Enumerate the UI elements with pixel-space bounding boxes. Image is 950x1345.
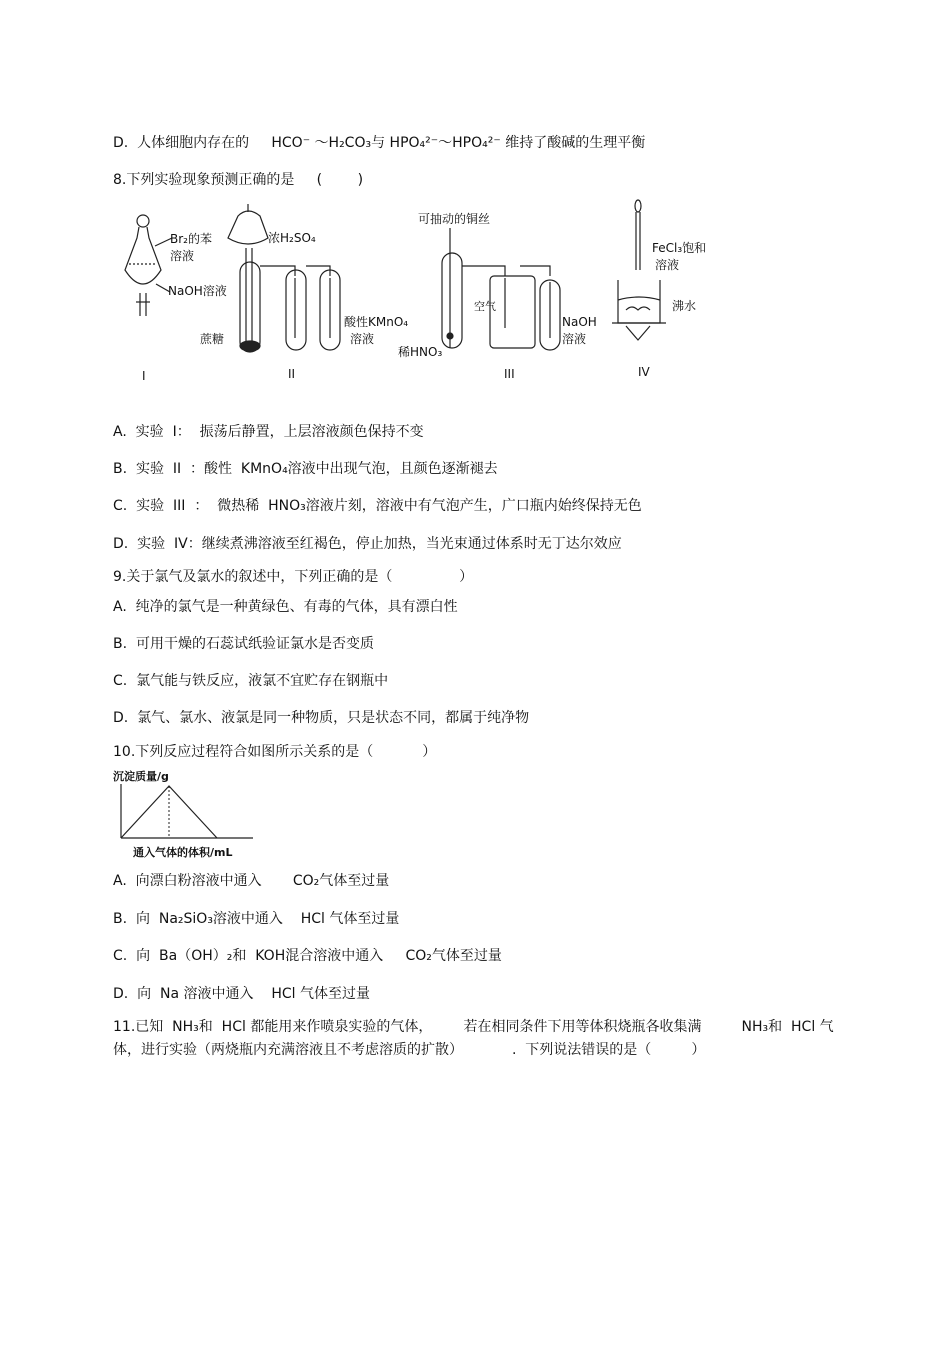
q8-option-a: A. 实验 I： 振荡后静置，上层溶液颜色保持不变 xyxy=(113,424,424,440)
q9-option-c: C. 氯气能与铁反应，液氯不宜贮存在钢瓶中 xyxy=(113,673,389,689)
q10-stem: 10.下列反应过程符合如图所示关系的是（ ） xyxy=(113,744,437,760)
apparatus-ii xyxy=(228,204,340,352)
label-br2: Br₂的苯 xyxy=(170,232,212,246)
chart-ylabel: 沉淀质量/g xyxy=(113,770,169,783)
q8-apparatus-figure xyxy=(120,198,740,388)
label-br2-b: 溶液 xyxy=(170,249,195,263)
q10-chart xyxy=(113,768,273,860)
chart-xlabel: 通入气体的体积/mL xyxy=(133,846,233,859)
label-naoh: NaOH溶液 xyxy=(168,284,227,298)
label-air: 空气 xyxy=(474,300,496,313)
q7-option-d: D. 人体细胞内存在的 HCO⁻ ～H₂CO₃与 HPO₄²⁻～HPO₄²⁻ 维持了酸碱的生理平衡 xyxy=(113,135,646,151)
label-sugar: 蔗糖 xyxy=(200,332,225,346)
roman-4: IV xyxy=(638,365,650,379)
roman-3: III xyxy=(504,367,515,381)
q8-stem: 8.下列实验现象预测正确的是 ( ) xyxy=(113,172,364,188)
apparatus-iii xyxy=(442,228,560,350)
label-naoh-2b: 溶液 xyxy=(562,332,587,346)
label-naoh-2: NaOH xyxy=(562,315,597,329)
label-fecl3: FeCl₃饱和 xyxy=(652,241,707,255)
q8-option-b: B. 实验 II ：酸性 KMnO₄溶液中出现气泡，且颜色逐渐褪去 xyxy=(113,461,498,477)
q11-line-2: 体，进行实验（两烧瓶内充满溶液且不考虑溶质的扩散） . 下列说法错误的是（ ） xyxy=(113,1042,706,1058)
roman-1: I xyxy=(142,369,146,383)
label-fecl3-b: 溶液 xyxy=(655,258,680,272)
label-hno3: 稀HNO₃ xyxy=(398,345,443,359)
q9-option-d: D. 氯气、氯水、液氯是同一种物质，只是状态不同，都属于纯净物 xyxy=(113,710,530,726)
q9-stem: 9.关于氯气及氯水的叙述中，下列正确的是（ ） xyxy=(113,569,474,585)
apparatus-i-separatory-funnel xyxy=(125,215,172,316)
q8-option-c: C. 实验 III ： 微热稀 HNO₃溶液片刻，溶液中有气泡产生，广口瓶内始终保持无色 xyxy=(113,498,642,514)
roman-2: II xyxy=(288,367,296,381)
q10-option-a: A. 向漂白粉溶液中通入 CO₂气体至过量 xyxy=(113,873,390,889)
q11-line-1: 11.已知 NH₃和 HCl 都能用来作喷泉实验的气体， 若在相同条件下用等体积烧瓶各收集满 NH₃和 HCl 气 xyxy=(113,1019,834,1035)
label-boiling-water: 沸水 xyxy=(672,299,697,313)
q9-option-a: A. 纯净的氯气是一种黄绿色、有毒的气体，具有漂白性 xyxy=(113,599,458,615)
label-kmno4-b: 溶液 xyxy=(350,332,375,346)
q8-option-d: D. 实验 IV：继续煮沸溶液至红褐色，停止加热，当光束通过体系时无丁达尔效应 xyxy=(113,536,622,552)
label-h2so4: 浓H₂SO₄ xyxy=(268,231,316,245)
q10-option-c: C. 向 Ba（OH）₂和 KOH混合溶液中通入 CO₂气体至过量 xyxy=(113,948,502,964)
q10-option-b: B. 向 Na₂SiO₃溶液中通入 HCl 气体至过量 xyxy=(113,911,400,927)
label-kmno4: 酸性KMnO₄ xyxy=(344,315,409,329)
label-copper-wire: 可抽动的铜丝 xyxy=(418,212,491,226)
q10-option-d: D. 向 Na 溶液中通入 HCl 气体至过量 xyxy=(113,986,370,1002)
q9-option-b: B. 可用干燥的石蕊试纸验证氯水是否变质 xyxy=(113,636,374,652)
